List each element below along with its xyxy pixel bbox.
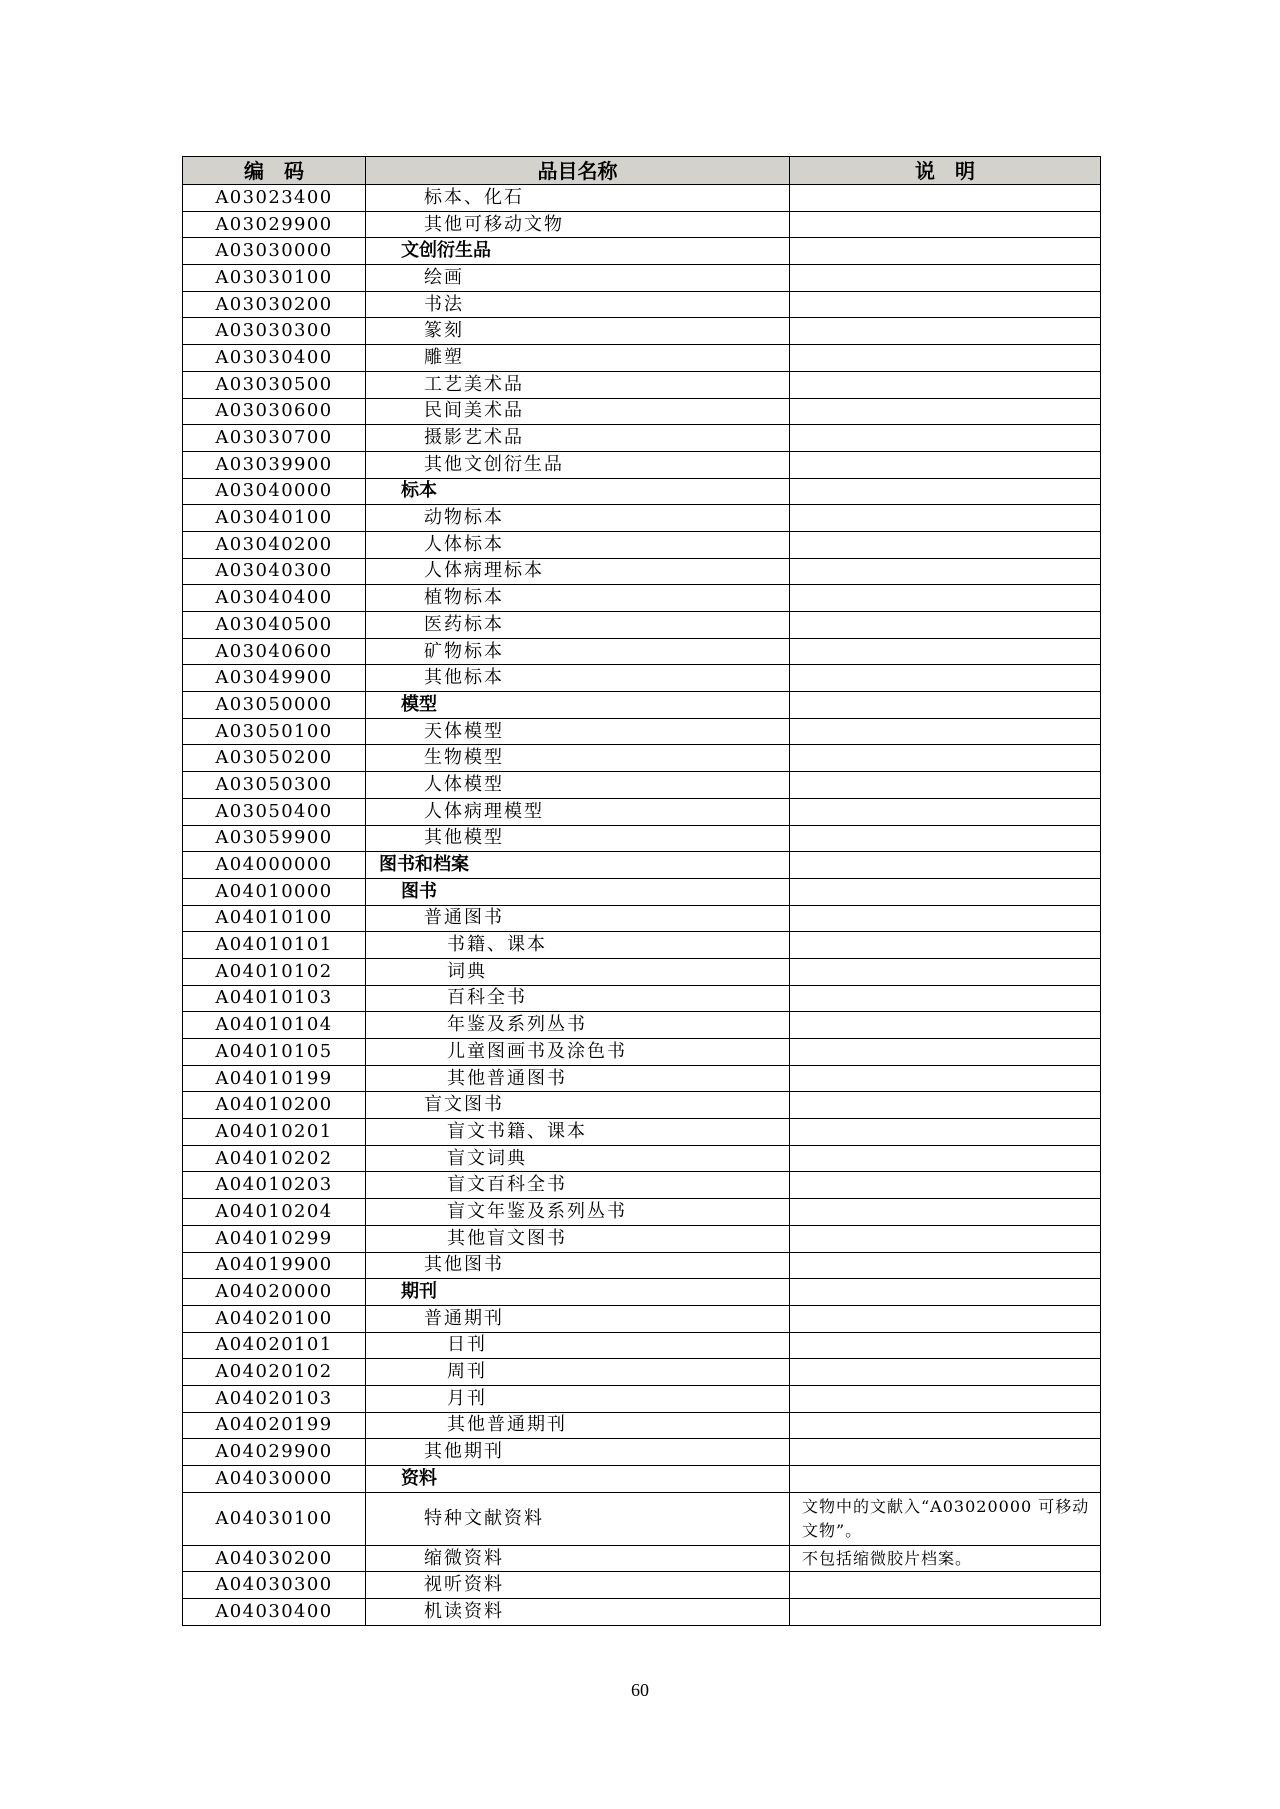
item-code: A03029900 [183,211,366,238]
table-row [183,585,1101,612]
item-note [790,211,1101,238]
item-note: 不包括缩微胶片档案。 [790,1545,1101,1572]
item-name: 普通图书 [366,905,790,932]
item-name: 文创衍生品 [366,238,790,265]
header-code: 编 码 [183,157,366,185]
item-name: 人体病理标本 [366,558,790,585]
item-note [790,745,1101,772]
item-name: 矿物标本 [366,638,790,665]
item-name: 其他普通图书 [366,1065,790,1092]
item-name: 日刊 [366,1332,790,1359]
item-name: 其他盲文图书 [366,1225,790,1252]
table-row [183,1545,1101,1572]
table-row [183,905,1101,932]
item-note [790,425,1101,452]
item-code: A04010202 [183,1145,366,1172]
table-row [183,1466,1101,1493]
item-note [790,932,1101,959]
item-note [790,772,1101,799]
item-code: A03050400 [183,798,366,825]
item-code: A04010105 [183,1039,366,1066]
item-note [790,1466,1101,1493]
item-name: 其他模型 [366,825,790,852]
catalog-table [182,156,1101,1626]
item-name: 人体标本 [366,531,790,558]
table-row [183,692,1101,719]
item-code: A03030100 [183,265,366,292]
item-note [790,291,1101,318]
table-row [183,638,1101,665]
item-name: 机读资料 [366,1599,790,1626]
item-note [790,478,1101,505]
item-name: 图书和档案 [366,852,790,879]
item-name: 生物模型 [366,745,790,772]
item-code: A04030000 [183,1466,366,1493]
item-code: A03030000 [183,238,366,265]
item-name: 民间美术品 [366,398,790,425]
table-row [183,531,1101,558]
item-code: A04010100 [183,905,366,932]
item-note [790,1305,1101,1332]
item-code: A04020103 [183,1385,366,1412]
item-note [790,585,1101,612]
item-code: A04010204 [183,1199,366,1226]
item-note [790,1252,1101,1279]
table-row [183,1412,1101,1439]
item-name: 特种文献资料 [366,1492,790,1545]
table-row [183,958,1101,985]
item-note [790,1279,1101,1306]
item-code: A04030400 [183,1599,366,1626]
item-code: A04010299 [183,1225,366,1252]
item-note [790,905,1101,932]
table-body [183,185,1101,1626]
table-row [183,798,1101,825]
item-name: 盲文书籍、课本 [366,1119,790,1146]
table-row [183,451,1101,478]
item-name: 模型 [366,692,790,719]
item-code: A03040100 [183,505,366,532]
table-row [183,1065,1101,1092]
table-row [183,1119,1101,1146]
table-row [183,318,1101,345]
table-row [183,1599,1101,1626]
table-row [183,345,1101,372]
table-header-row [183,157,1101,185]
item-code: A03030200 [183,291,366,318]
item-name: 摄影艺术品 [366,425,790,452]
item-note [790,692,1101,719]
table-row [183,1385,1101,1412]
item-note [790,1332,1101,1359]
item-note [790,1199,1101,1226]
table-row [183,985,1101,1012]
table-row [183,1225,1101,1252]
item-code: A04019900 [183,1252,366,1279]
table-row [183,1039,1101,1066]
table-row [183,1092,1101,1119]
item-note [790,1412,1101,1439]
item-code: A04030300 [183,1572,366,1599]
item-code: A04020102 [183,1359,366,1386]
table-row [183,211,1101,238]
table-row [183,478,1101,505]
item-code: A04000000 [183,852,366,879]
item-note [790,665,1101,692]
table-row [183,1172,1101,1199]
table-row [183,1439,1101,1466]
table-row [183,878,1101,905]
item-note [790,852,1101,879]
item-note [790,798,1101,825]
item-code: A03023400 [183,185,366,212]
item-code: A03030400 [183,345,366,372]
table-row [183,825,1101,852]
item-name: 儿童图画书及涂色书 [366,1039,790,1066]
item-code: A03050000 [183,692,366,719]
item-note [790,185,1101,212]
item-code: A03040500 [183,612,366,639]
item-note [790,1172,1101,1199]
item-name: 普通期刊 [366,1305,790,1332]
table-row [183,932,1101,959]
item-name: 盲文百科全书 [366,1172,790,1199]
page-number: 60 [631,1680,649,1700]
item-code: A04020199 [183,1412,366,1439]
item-name: 标本、化石 [366,185,790,212]
item-note [790,1065,1101,1092]
item-code: A03030500 [183,371,366,398]
item-code: A04030200 [183,1545,366,1572]
item-name: 人体病理模型 [366,798,790,825]
item-code: A03030700 [183,425,366,452]
item-note [790,1599,1101,1626]
item-note [790,371,1101,398]
table-row [183,718,1101,745]
table-row [183,425,1101,452]
item-name: 月刊 [366,1385,790,1412]
item-note [790,451,1101,478]
item-name: 其他期刊 [366,1439,790,1466]
item-note [790,398,1101,425]
item-name: 书法 [366,291,790,318]
item-note [790,318,1101,345]
item-code: A04010201 [183,1119,366,1146]
table-row [183,1572,1101,1599]
table-row [183,1359,1101,1386]
table-row [183,852,1101,879]
item-code: A03050100 [183,718,366,745]
item-name: 其他图书 [366,1252,790,1279]
item-code: A04010000 [183,878,366,905]
header-note: 说 明 [790,157,1101,185]
item-name: 医药标本 [366,612,790,639]
table-row [183,772,1101,799]
item-name: 盲文图书 [366,1092,790,1119]
table-row [183,238,1101,265]
table-row [183,1305,1101,1332]
item-name: 篆刻 [366,318,790,345]
item-note [790,612,1101,639]
item-note [790,1572,1101,1599]
item-note [790,1012,1101,1039]
item-name: 书籍、课本 [366,932,790,959]
item-name: 其他标本 [366,665,790,692]
table-row [183,371,1101,398]
item-note: 文物中的文献入“A03020000 可移动文物”。 [790,1492,1101,1545]
item-name: 动物标本 [366,505,790,532]
item-name: 百科全书 [366,985,790,1012]
item-name: 视听资料 [366,1572,790,1599]
item-name: 资料 [366,1466,790,1493]
item-note [790,1385,1101,1412]
item-code: A04010101 [183,932,366,959]
table-row [183,185,1101,212]
item-name: 年鉴及系列丛书 [366,1012,790,1039]
item-name: 人体模型 [366,772,790,799]
item-note [790,1359,1101,1386]
item-name: 其他可移动文物 [366,211,790,238]
item-code: A03040200 [183,531,366,558]
item-code: A04020100 [183,1305,366,1332]
item-code: A03040400 [183,585,366,612]
item-code: A03050200 [183,745,366,772]
item-code: A03040600 [183,638,366,665]
table-row [183,265,1101,292]
table-row [183,1279,1101,1306]
item-note [790,985,1101,1012]
item-name: 盲文词典 [366,1145,790,1172]
item-note [790,345,1101,372]
item-code: A04010104 [183,1012,366,1039]
item-name: 盲文年鉴及系列丛书 [366,1199,790,1226]
item-note [790,558,1101,585]
item-name: 其他普通期刊 [366,1412,790,1439]
item-code: A04010199 [183,1065,366,1092]
table-row [183,612,1101,639]
item-note [790,1145,1101,1172]
table-row [183,745,1101,772]
item-name: 工艺美术品 [366,371,790,398]
item-note [790,825,1101,852]
item-note [790,238,1101,265]
item-code: A04029900 [183,1439,366,1466]
item-code: A03039900 [183,451,366,478]
item-code: A03030600 [183,398,366,425]
table-row [183,291,1101,318]
item-name: 雕塑 [366,345,790,372]
item-note [790,265,1101,292]
table-row [183,558,1101,585]
item-code: A03040000 [183,478,366,505]
table-row [183,505,1101,532]
item-code: A04030100 [183,1492,366,1545]
item-name: 天体模型 [366,718,790,745]
table-row [183,398,1101,425]
item-code: A03049900 [183,665,366,692]
table-row [183,1332,1101,1359]
table-row [183,1199,1101,1226]
item-code: A03050300 [183,772,366,799]
item-name: 缩微资料 [366,1545,790,1572]
item-code: A04020101 [183,1332,366,1359]
item-code: A04010200 [183,1092,366,1119]
item-name: 图书 [366,878,790,905]
item-note [790,1119,1101,1146]
item-name: 词典 [366,958,790,985]
table-row [183,665,1101,692]
item-name: 绘画 [366,265,790,292]
table-row [183,1145,1101,1172]
table-row [183,1252,1101,1279]
item-code: A04010203 [183,1172,366,1199]
item-note [790,1039,1101,1066]
item-note [790,878,1101,905]
item-code: A03059900 [183,825,366,852]
item-note [790,531,1101,558]
item-note [790,958,1101,985]
item-name: 标本 [366,478,790,505]
table-row [183,1492,1101,1545]
item-note [790,1439,1101,1466]
item-code: A03030300 [183,318,366,345]
item-name: 周刊 [366,1359,790,1386]
item-code: A04010102 [183,958,366,985]
item-note [790,718,1101,745]
item-code: A03040300 [183,558,366,585]
item-note [790,638,1101,665]
item-name: 期刊 [366,1279,790,1306]
header-name: 品目名称 [366,157,790,185]
table-row [183,1012,1101,1039]
item-note [790,505,1101,532]
item-code: A04020000 [183,1279,366,1306]
item-note [790,1225,1101,1252]
item-name: 植物标本 [366,585,790,612]
item-name: 其他文创衍生品 [366,451,790,478]
item-note [790,1092,1101,1119]
item-code: A04010103 [183,985,366,1012]
